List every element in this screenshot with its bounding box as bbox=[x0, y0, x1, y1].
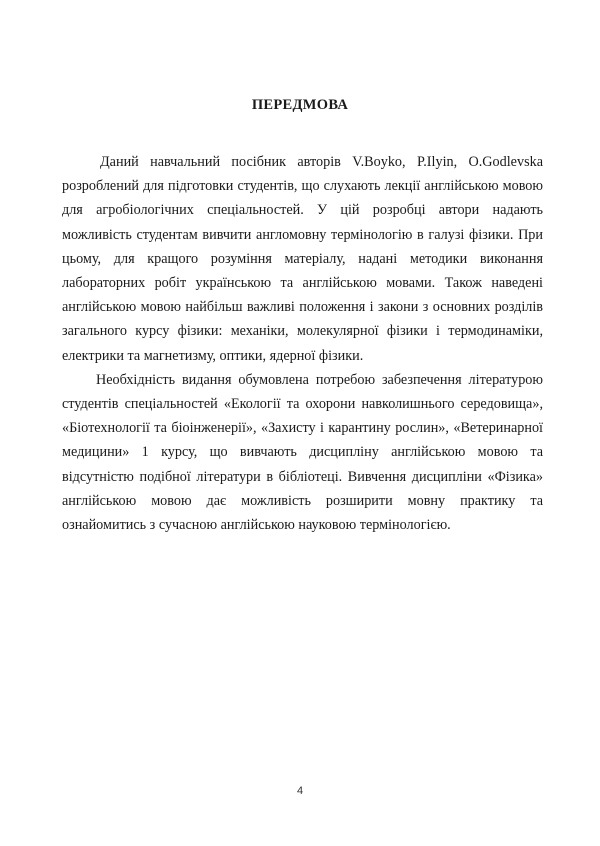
document-body bbox=[62, 150, 543, 537]
paragraph-intro: Даний навчальний посібник авторів V.Boyko, P.Ilyin, O.Godlevska розроблений для підготовки студентів, що слухають лекції англійською мовою для агробіологічних спеціальностей. У цій розробці автори надають можливість студентам вивчити англомовну термінологію в галузі фізики. При цьому, для кращого розуміння матеріалу, надані методики виконання лабораторних робіт українською та англійською мовами. Також наведені англійською мовою найбільш важливі положення і закони з основних розділів загального курсу фізики: механіки, молекулярної фізики і термодинаміки, електрики та магнетизму, оптики, ядерної фізики. bbox=[62, 154, 543, 364]
page-number: 4 bbox=[296, 785, 304, 797]
page-title: ПЕРЕДМОВА bbox=[251, 97, 349, 113]
paragraph-necessity: Необхідність видання обумовлена потребою забезпечення літературою студентів спеціальностей «Екології та охорони навколишнього середовища», «Біотехнології та біоінженерії», «Захисту і карантину рослин», «Ветеринарної медицини» 1 курсу, що вивчають дисципліну англійською мовою та відсутністю подібної літератури в бібліотеці. Вивчення дисципліни «Фізика» англійською мовою дає можливість розширити мовну практику та ознайомитись з сучасною англійською науковою термінологією. bbox=[62, 371, 543, 534]
